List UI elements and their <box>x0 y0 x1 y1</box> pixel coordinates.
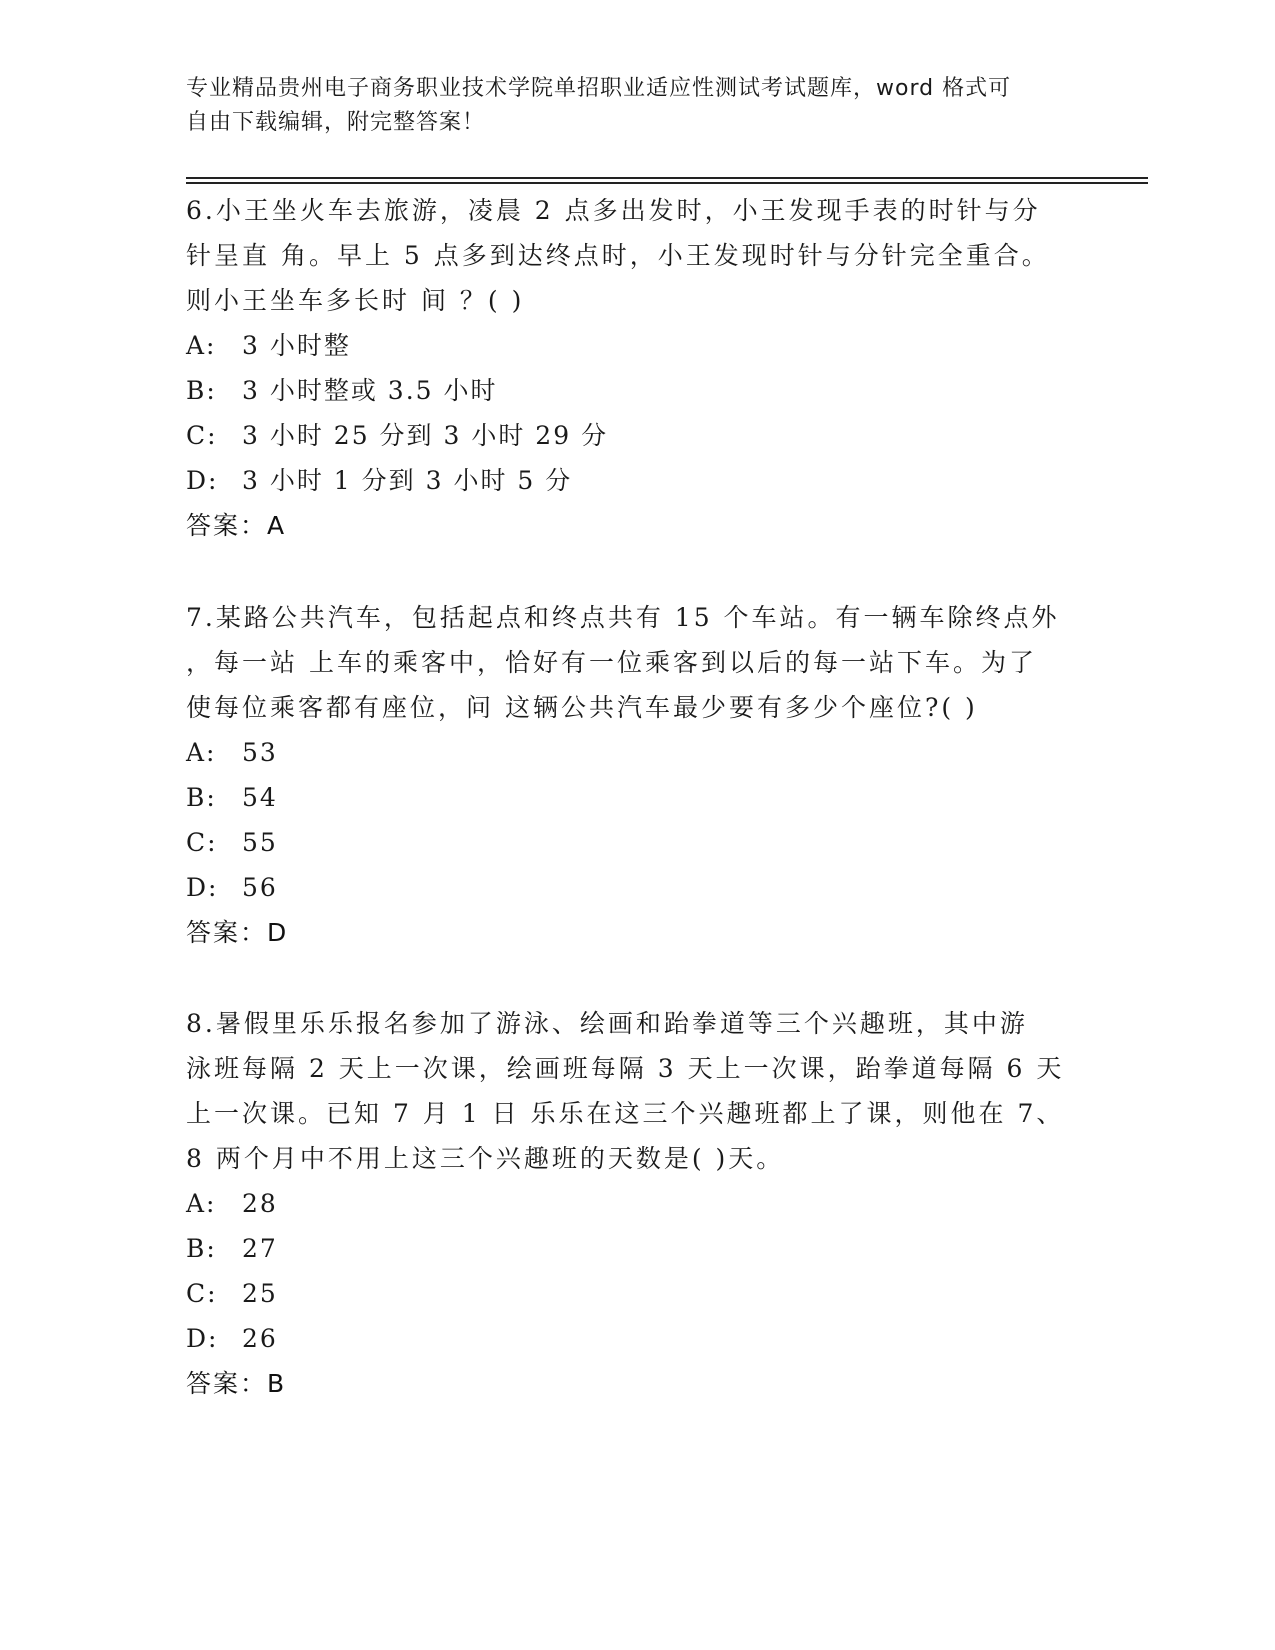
option-list <box>186 1181 1076 1361</box>
option-text: 3 小时整或 3.5 小时 <box>242 376 498 405</box>
option-text: 54 <box>242 783 278 812</box>
stem-line: 则小王坐车多长时 间 ？( ) <box>186 286 525 315</box>
option-key: B: <box>186 1234 217 1263</box>
option-c <box>186 413 1076 458</box>
option-text: 56 <box>242 873 278 902</box>
option-text: 28 <box>242 1189 278 1218</box>
option-key: D: <box>186 466 219 495</box>
option-d <box>186 458 1076 503</box>
stem-line: 使每位乘客都有座位，问 这辆公共汽车最少要有多少个座位?( ) <box>186 693 978 722</box>
answer-line: 答案：A <box>186 511 287 540</box>
option-key: A: <box>186 1189 217 1218</box>
option-list <box>186 730 1076 910</box>
question-stem <box>186 188 1076 323</box>
stem-line: 7.某路公共汽车，包括起点和终点共有 15 个车站。有一辆车除终点外 <box>186 603 1060 632</box>
option-key: D: <box>186 1324 219 1353</box>
stem-line: 泳班每隔 2 天上一次课，绘画班每隔 3 天上一次课，跆拳道每隔 6 天 <box>186 1054 1065 1083</box>
option-text: 55 <box>242 828 278 857</box>
header-line-1: 专业精品贵州电子商务职业技术学院单招职业适应性测试考试题库，word 格式可 <box>186 76 1012 101</box>
header-line-2: 自由下载编辑，附完整答案！ <box>186 110 486 135</box>
question-stem <box>186 595 1076 730</box>
option-b <box>186 1226 1076 1271</box>
option-d <box>186 865 1076 910</box>
option-key: A: <box>186 331 217 360</box>
stem-line: 8 两个月中不用上这三个兴趣班的天数是( )天。 <box>186 1144 785 1173</box>
option-a <box>186 323 1076 368</box>
option-key: C: <box>186 421 218 450</box>
answer-line: 答案：D <box>186 918 289 947</box>
option-text: 26 <box>242 1324 278 1353</box>
document-header <box>186 72 1066 140</box>
option-d <box>186 1316 1076 1361</box>
option-key: C: <box>186 828 218 857</box>
option-list <box>186 323 1076 503</box>
answer-line: 答案：B <box>186 1369 287 1398</box>
option-text: 27 <box>242 1234 278 1263</box>
stem-line: 上一次课。已知 7 月 1 日 乐乐在这三个兴趣班都上了课，则他在 7、 <box>186 1099 1065 1128</box>
option-key: B: <box>186 376 217 405</box>
header-divider-bottom <box>186 182 1148 184</box>
option-text: 3 小时 25 分到 3 小时 29 分 <box>242 421 609 450</box>
question-7 <box>186 595 1076 955</box>
question-8 <box>186 1001 1076 1406</box>
question-6 <box>186 188 1076 548</box>
option-key: C: <box>186 1279 218 1308</box>
option-b <box>186 775 1076 820</box>
option-key: A: <box>186 738 217 767</box>
option-a <box>186 730 1076 775</box>
option-key: B: <box>186 783 217 812</box>
stem-line: 8.暑假里乐乐报名参加了游泳、绘画和跆拳道等三个兴趣班，其中游 <box>186 1009 1028 1038</box>
stem-line: 6.小王坐火车去旅游，凌晨 2 点多出发时，小王发现手表的时针与分 <box>186 196 1041 225</box>
option-c <box>186 1271 1076 1316</box>
option-a <box>186 1181 1076 1226</box>
stem-line: 针呈直 角。早上 5 点多到达终点时，小王发现时针与分针完全重合。 <box>186 241 1050 270</box>
option-text: 25 <box>242 1279 278 1308</box>
header-divider-top <box>186 177 1148 179</box>
stem-line: ，每一站 上车的乘客中，恰好有一位乘客到以后的每一站下车。为了 <box>186 648 1037 677</box>
option-key: D: <box>186 873 219 902</box>
option-text: 53 <box>242 738 278 767</box>
option-text: 3 小时整 <box>242 331 351 360</box>
option-text: 3 小时 1 分到 3 小时 5 分 <box>242 466 573 495</box>
question-stem <box>186 1001 1076 1181</box>
option-b <box>186 368 1076 413</box>
option-c <box>186 820 1076 865</box>
